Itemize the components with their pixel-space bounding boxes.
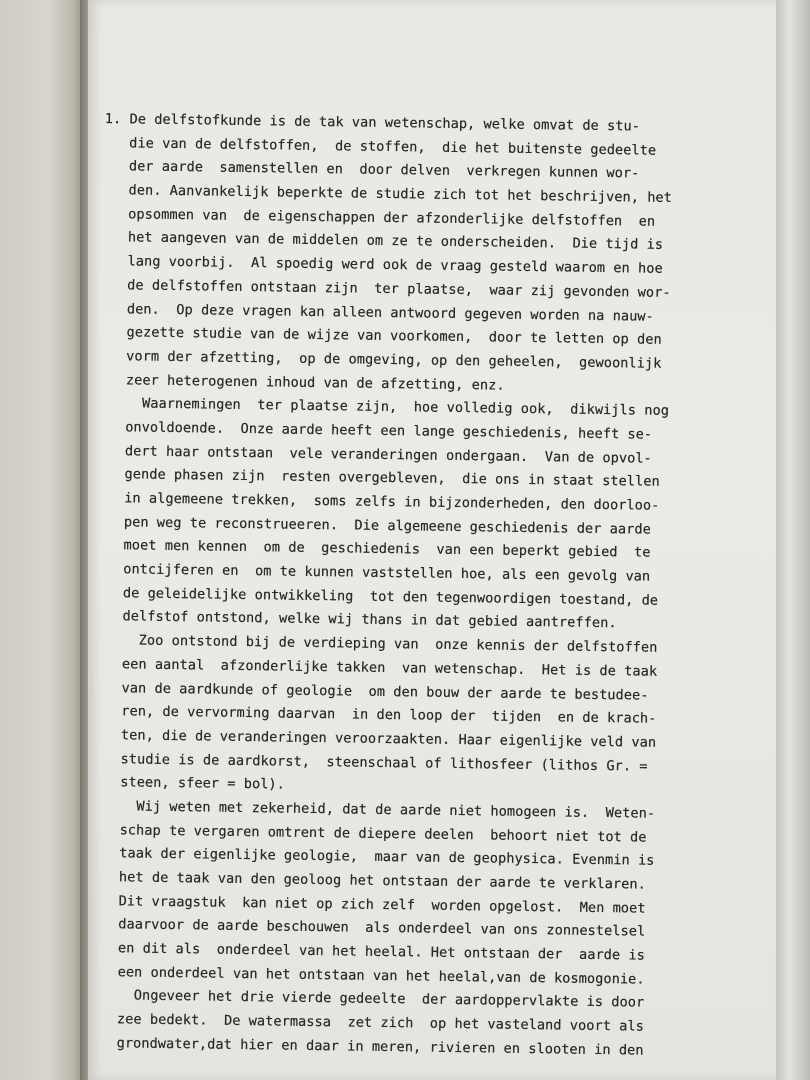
text-line: studie is de aardkorst, steenschaal of lithosfeer (lithos Gr. = bbox=[95, 750, 648, 775]
text-line: Zoo ontstond bij de verdieping van onze kennis der delfstoffen bbox=[97, 632, 658, 656]
text-line: den. Aanvankelijk beperkte de studie zich tot het beschrijven, het bbox=[103, 182, 673, 206]
text-line: lang voorbij. Al spoedig werd ook de vraag gesteld waarom en hoe bbox=[102, 253, 663, 277]
text-line: een onderdeel van het ontstaan van het heelal,van de kosmogonie. bbox=[92, 963, 645, 988]
text-line: moet men kennen om de geschiedenis van een beperkt gebied te bbox=[98, 537, 651, 562]
text-line: gezette studie van de wijze van voorkomen, door te letten op den bbox=[101, 324, 662, 348]
text-line: delfstof ontstond, welke wij thans in dat gebied aantreffen. bbox=[97, 608, 617, 632]
text-line: een aantal afzonderlijke takken van wetenschap. Het is de taak bbox=[97, 655, 658, 680]
text-line: zeer heterogenen inhoud van de afzetting, enz. bbox=[101, 371, 505, 394]
text-line: en dit als onderdeel van het heelal. Het ontstaan der aarde is bbox=[93, 939, 646, 964]
text-line: de delfstoffen ontstaan zijn ter plaatse, waar zij gevonden wor- bbox=[102, 276, 671, 301]
typed-text-block bbox=[92, 108, 705, 1064]
right-page-edge bbox=[776, 0, 810, 1080]
text-line: den. Op deze vragen kan alleen antwoord gegeven worden na nauw- bbox=[102, 300, 654, 325]
text-line: taak der eigenlijke geologie, maar van de geophysica. Evenmin is bbox=[94, 845, 655, 870]
text-line: schap te vergaren omtrent de diepere deelen behoort niet tot de bbox=[94, 821, 647, 846]
text-line: het aangeven van de middelen om ze te onderscheiden. Die tijd is bbox=[103, 229, 664, 254]
text-line: van de aardkunde of geologie om den bouw der aarde te bestudee- bbox=[96, 679, 649, 704]
text-line: opsommen van de eigenschappen der afzonderlijke delfstoffen en bbox=[103, 205, 656, 230]
text-line: dert haar ontstaan vele veranderingen ondergaan. Van de opvol- bbox=[100, 442, 652, 467]
text-line: 1. De delfstofkunde is de tak van wetenschap, welke omvat de stu- bbox=[104, 110, 641, 135]
text-line: het de taak van den geoloog het ontstaan der aarde te verklaren. bbox=[94, 868, 647, 893]
text-line: Dit vraagstuk kan niet op zich zelf worden opgelost. Men moet bbox=[93, 892, 646, 917]
text-line: Waarnemingen ter plaatse zijn, hoe volledig ook, dikwijls nog bbox=[100, 395, 670, 420]
text-line: ren, de vervorming daarvan in den loop der tijden en de krach- bbox=[96, 703, 657, 727]
text-line: Ongeveer het drie vierde gedeelte der aardoppervlakte is door bbox=[92, 987, 645, 1012]
text-line: in algemeene trekken, soms zelfs in bijzonderheden, den doorloo- bbox=[99, 489, 660, 514]
text-line: ontcijferen en om te kunnen vaststellen hoe, als een gevolg van bbox=[98, 561, 651, 585]
text-line: ten, die de veranderingen veroorzaakten. Haar eigenlijke veld van bbox=[96, 726, 657, 751]
text-line: grondwater,dat hier en daar in meren, rivieren en slooten in den bbox=[91, 1034, 644, 1059]
text-line: vorm der afzetting, op de omgeving, op den geheelen, gewoonlijk bbox=[101, 347, 662, 372]
text-line: die van de delfstoffen, de stoffen, die het buitenste gedeelte bbox=[104, 134, 657, 159]
text-line: pen weg te reconstrueeren. Die algemeene geschiedenis der aarde bbox=[99, 513, 651, 538]
left-page-edge bbox=[0, 0, 86, 1080]
text-line: Wij weten met zekerheid, dat de aarde niet homogeen is. Weten- bbox=[95, 797, 656, 822]
text-line: gende phasen zijn resten overgebleven, die ons in staat stellen bbox=[99, 466, 660, 491]
text-line: der aarde samenstellen en door delven verkregen kunnen wor- bbox=[104, 158, 640, 182]
text-line: de geleidelijke ontwikkeling tot den tegenwoordigen toestand, de bbox=[98, 584, 659, 609]
text-line: daarvoor de aarde beschouwen als onderdeel van ons zonnestelsel bbox=[93, 916, 646, 940]
text-line: onvoldoende. Onze aarde heeft een lange geschiedenis, heeft se- bbox=[100, 418, 653, 443]
text-line: zee bedekt. De watermassa zet zich op het vasteland voort als bbox=[92, 1011, 645, 1035]
text-line: steen, sfeer = bol). bbox=[95, 774, 286, 793]
